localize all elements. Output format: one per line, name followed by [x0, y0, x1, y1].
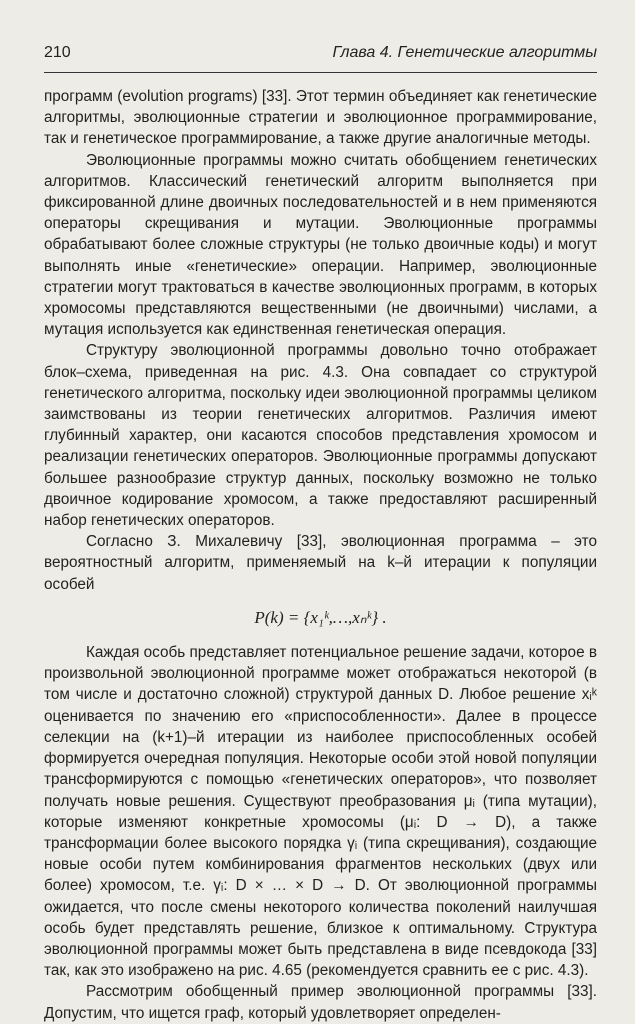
- population-formula: P(k) = {x₁ᵏ,…,xₙᵏ} .: [254, 607, 387, 627]
- page-body: [44, 86, 597, 1024]
- paragraph-6: Рассмотрим обобщенный пример эволюционной программы [33]. Допустим, что ищется граф, который удовлетворяет определен-: [44, 983, 597, 1022]
- paragraph-4: Согласно З. Михалевичу [33], эволюционная программа – это вероятностный алгоритм, применяемый на k–й итерации к популяции особей: [44, 533, 597, 593]
- paragraph-1: программ (evolution programs) [33]. Этот термин объединяет как генетические алгоритмы, эволюционные стратегии и эволюционное программирование, так и генетическое программирование, а также другие аналогичные методы.: [44, 88, 597, 148]
- chapter-title: Глава 4. Генетические алгоритмы: [332, 44, 597, 61]
- page-number: 210: [44, 44, 71, 61]
- paragraph-2: Эволюционные программы можно считать обобщением генетических алгоритмов. Классический генетический алгоритм выполняется при фиксированной длине двоичных последовательностей и в нем применяются операторы скрещивания и мутации. Эволюционные программы обрабатывают более сложные структуры (не только двоичные коды) и могут выполнять иные «генетические» операции. Например, эволюционные стратегии могут трактоваться в качестве эволюционных программ, в которых хромосомы представляются вещественными (не двоичными) числами, а мутация используется как единственная генетическая операция.: [44, 151, 597, 339]
- paragraph-5: Каждая особь представляет потенциальное решение задачи, которое в произвольной эволюционной программе может отображаться некоторой (в том числе и достаточно сложной) структурой данных D. Любое решение xᵢᵏ оценивается по значению его «приспособленности». Далее в процессе селекции на (k+1)–й итерации из наиболее приспособленных особей формируется очередная популяция. Некоторые особи этой новой популяции трансформируются с помощью «генетических операторов», что позволяет получать новые решения. Существуют преобразования μᵢ (типа мутации), которые изменяют конкретные хромосомы (μᵢ: D → D), а также трансформации более высокого порядка γᵢ (типа скрещивания), создающие новые особи путем комбинирования фрагментов нескольких (двух или более) хромосом, т.е. γᵢ: D × … × D → D. От эволюционной программы ожидается, что после смены некоторого количества поколений наилучшая особь будет представлять решение, близкое к оптимальному. Структура эволюционной программы может быть представлена в виде псевдокода [33] так, как это изображено на рис. 4.65 (рекомендуется сравнить ее с рис. 4.3).: [44, 644, 597, 980]
- header-rule: [44, 72, 597, 73]
- paragraph-3: Структуру эволюционной программы довольно точно отображает блок–схема, приведенная на рис. 4.3. Она совпадает со структурой генетического алгоритма, поскольку идеи эволюционной программы целиком заимствованы из теории генетических алгоритмов. Различия имеют глубинный характер, они касаются способов представления хромосом и реализации генетических операторов. Эволюционные программы допускают большее разнообразие структур данных, поскольку возможно не только двоичное кодирование хромосом, а также предоставляют расширенный набор генетических операторов.: [44, 342, 597, 530]
- running-header: [44, 44, 597, 62]
